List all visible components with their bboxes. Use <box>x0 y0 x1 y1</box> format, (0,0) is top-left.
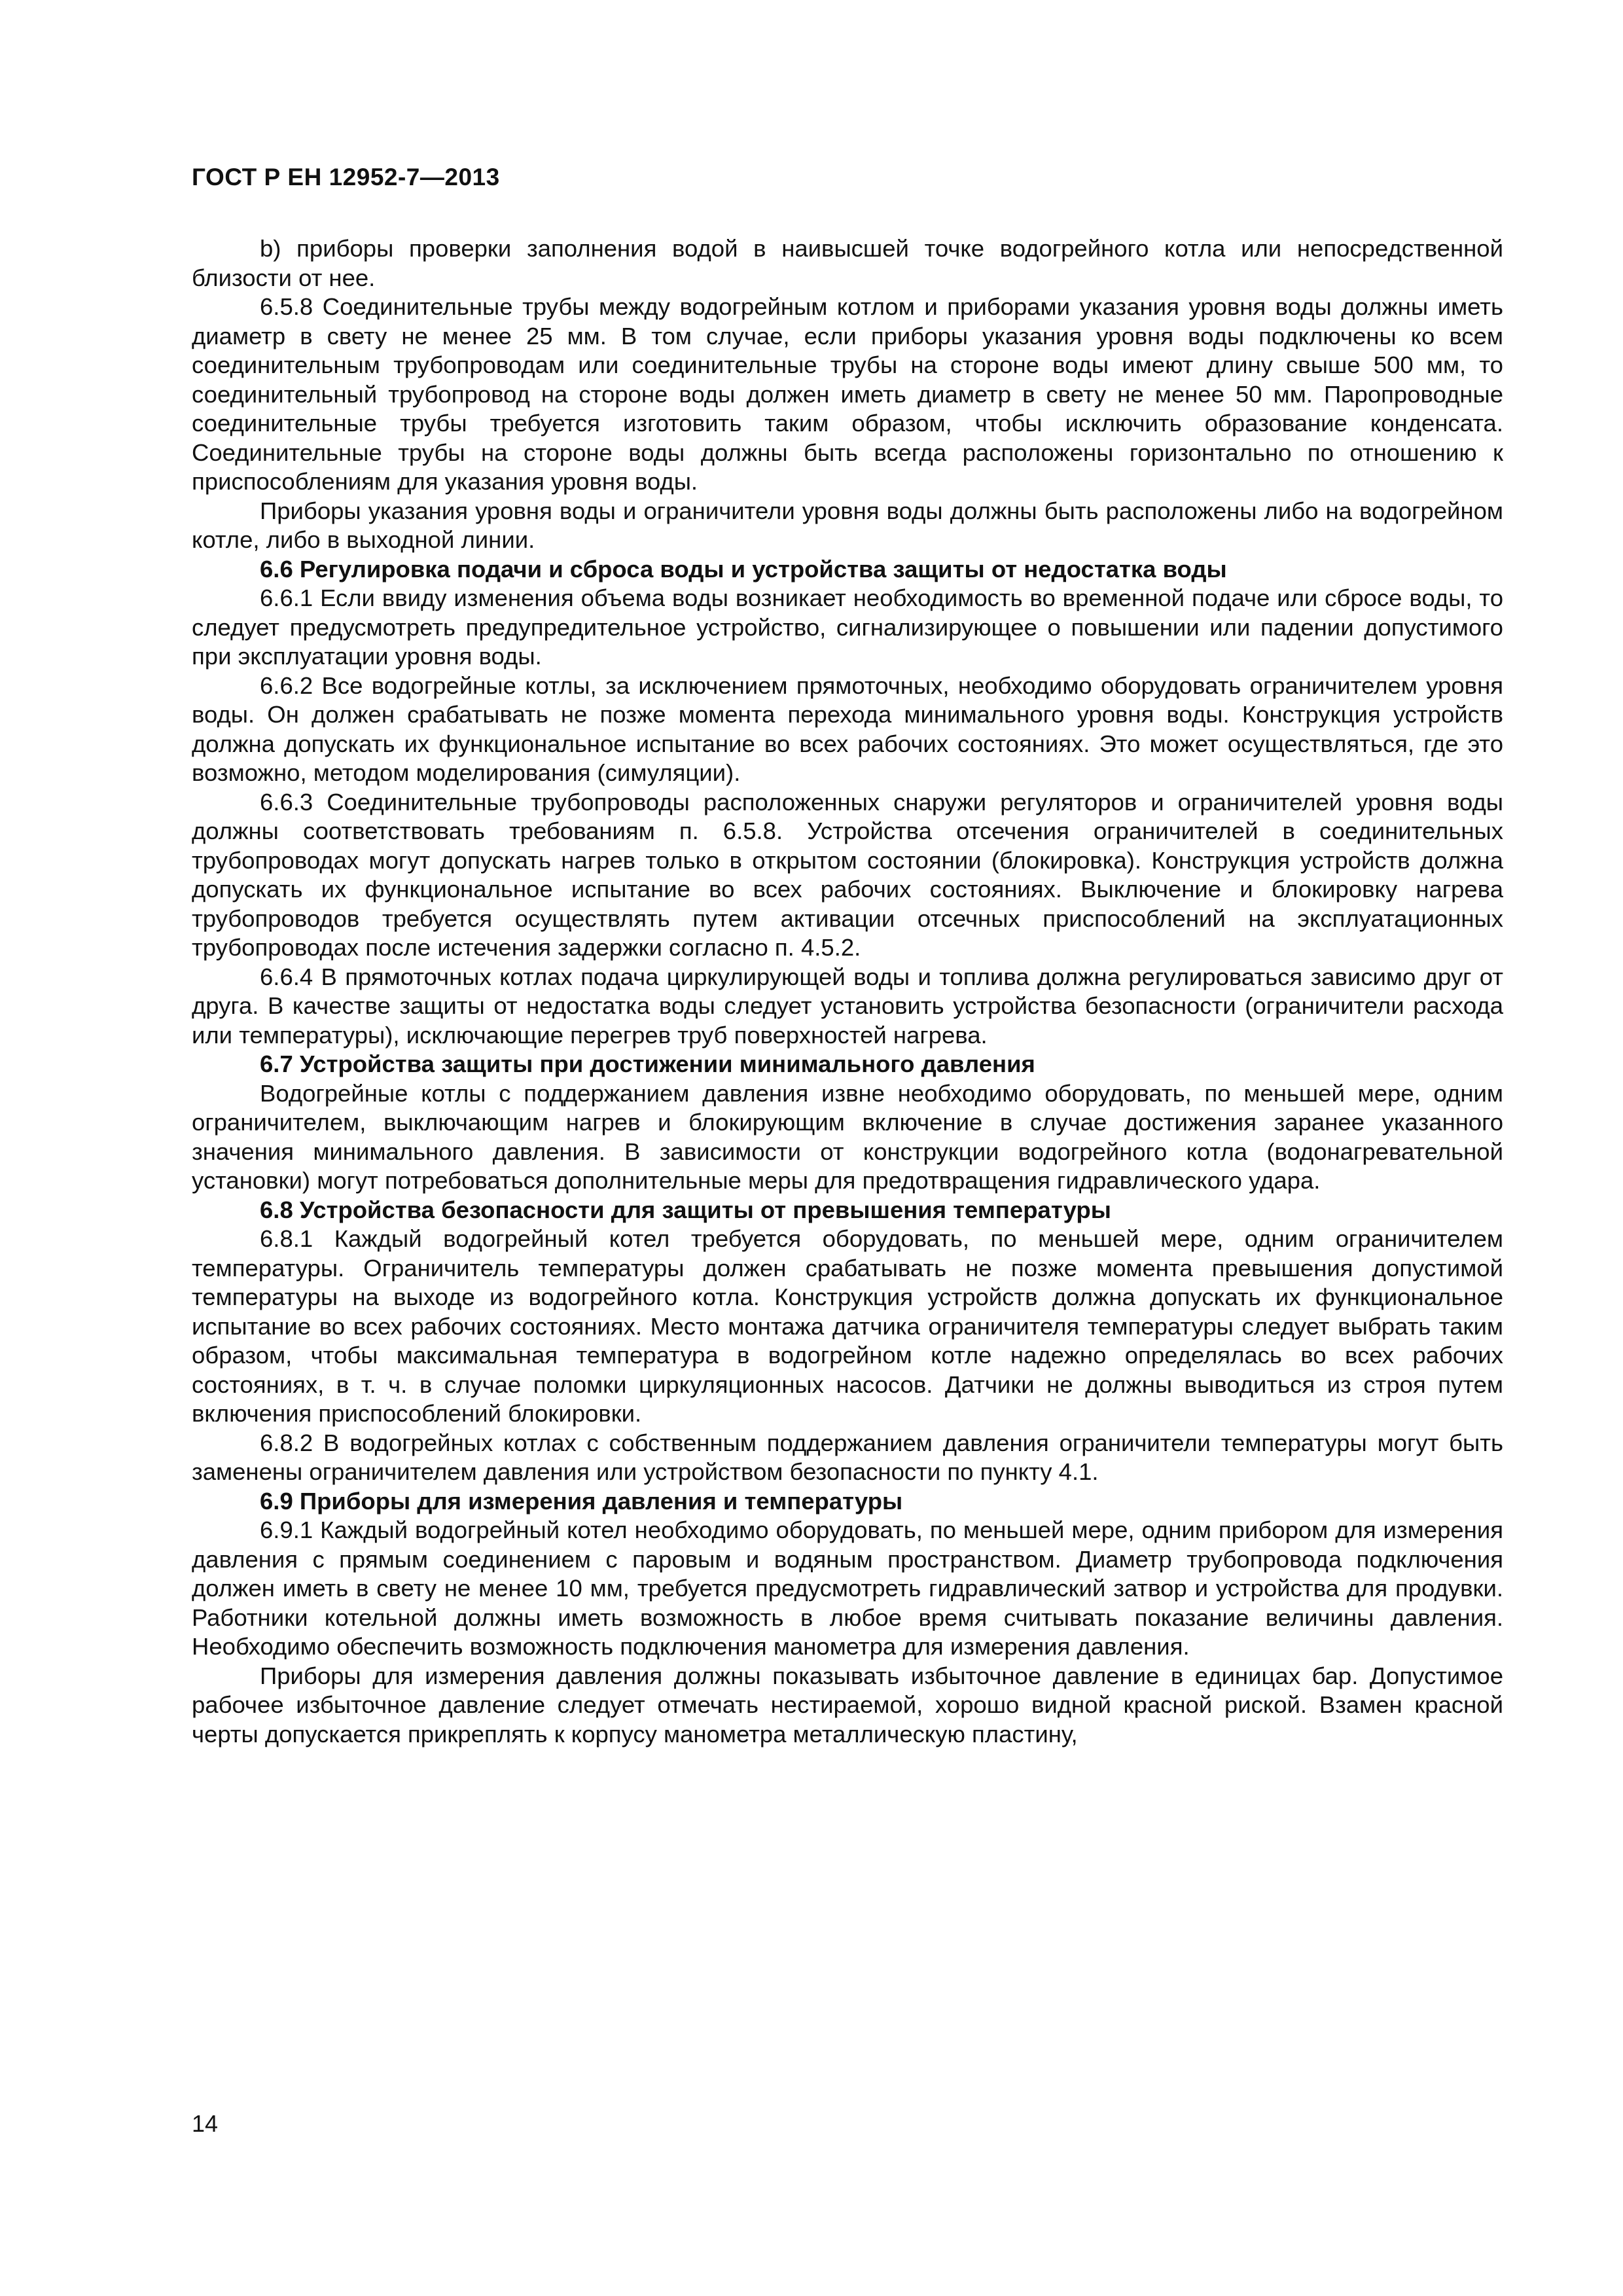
paragraph-6-6-4: 6.6.4 В прямоточных котлах подача циркулирующей воды и топлива должна регулироваться зависимо друг от друга. В качестве защиты от недостатка воды следует установить устройства безопасности (ограничители расхода или температуры), исключающие перегрев труб поверхностей нагрева. <box>192 963 1503 1049</box>
heading-6-8: 6.8 Устройства безопасности для защиты от превышения температуры <box>260 1196 1111 1223</box>
paragraph-b: b) приборы проверки заполнения водой в наивысшей точке водогрейного котла или непосредственной близости от нее. <box>192 235 1503 291</box>
paragraph-6-6-2: 6.6.2 Все водогрейные котлы, за исключением прямоточных, необходимо оборудовать ограничителем уровня воды. Он должен срабатывать не позже момента перехода минимального уровня воды. Конструкция устройств должна допускать их функциональное испытание во всех рабочих состояниях. Это может осуществляться, где это возможно, методом моделирования (симуляции). <box>192 672 1503 786</box>
paragraph-6-9-1: 6.9.1 Каждый водогрейный котел необходимо оборудовать, по меньшей мере, одним прибором для измерения давления с прямым соединением с паровым и водяным пространством. Диаметр трубопровода подключения должен иметь в свету не менее 10 мм, требуется предусмотреть гидравлический затвор и устройства для продувки. Работники котельной должны иметь возможность в любое время считывать показание величины давления. Необходимо обеспечить возможность подключения манометра для измерения давления. <box>192 1516 1503 1660</box>
heading-6-9: 6.9 Приборы для измерения давления и температуры <box>260 1487 903 1515</box>
document-body <box>192 234 1503 1749</box>
paragraph-6-6-1: 6.6.1 Если ввиду изменения объема воды возникает необходимость во временной подаче или сбросе воды, то следует предусмотреть предупредительное устройство, сигнализирующее о повышении или падении допустимого при эксплуатации уровня воды. <box>192 584 1503 670</box>
heading-6-6: 6.6 Регулировка подачи и сброса воды и устройства защиты от недостатка воды <box>260 555 1227 583</box>
paragraph-6-7: Водогрейные котлы с поддержанием давления извне необходимо оборудовать, по меньшей мере, одним ограничителем, выключающим нагрев и блокирующим включение в случае достижения заранее указанного значения минимального давления. В зависимости от конструкции водогрейного котла (водонагревательной установки) могут потребоваться дополнительные меры для предотвращения гидравлического удара. <box>192 1079 1503 1194</box>
document-header: ГОСТ Р ЕН 12952-7—2013 <box>192 164 500 190</box>
paragraph-6-6-3: 6.6.3 Соединительные трубопроводы расположенных снаружи регуляторов и ограничителей уровня воды должны соответствовать требованиям п. 6.5.8. Устройства отсечения ограничителей в соединительных трубопроводах могут допускать нагрев только в открытом состоянии (блокировка). Конструкция устройств должна допускать их функциональное испытание во всех рабочих состояниях. Выключение и блокировку нагрева трубопроводов требуется осуществлять путем активации отсечных приспособлений на эксплуатационных трубопроводах после истечения задержки согласно п. 4.5.2. <box>192 788 1503 961</box>
paragraph-6-8-1: 6.8.1 Каждый водогрейный котел требуется оборудовать, по меньшей мере, одним ограничителем температуры. Ограничитель температуры должен срабатывать не позже момента превышения допустимой температуры на выходе из водогрейного котла. Конструкция устройств должна допускать их функциональное испытание во всех рабочих состояниях. Место монтажа датчика ограничителя температуры следует выбрать таким образом, чтобы максимальная температура в водогрейном котле надежно определялась во всех рабочих состояниях, в т. ч. в случае поломки циркуляционных насосов. Датчики не должны выводиться из строя путем включения приспособлений блокировки. <box>192 1225 1503 1427</box>
page-number: 14 <box>192 2110 219 2137</box>
heading-6-7: 6.7 Устройства защиты при достижении минимального давления <box>260 1050 1035 1077</box>
paragraph-6-8-2: 6.8.2 В водогрейных котлах с собственным поддержанием давления ограничители температуры могут быть заменены ограничителем давления или устройством безопасности по пункту 4.1. <box>192 1429 1503 1485</box>
paragraph-6-5-8-continued: Приборы указания уровня воды и ограничители уровня воды должны быть расположены либо на водогрейном котле, либо в выходной линии. <box>192 497 1503 553</box>
paragraph-6-5-8: 6.5.8 Соединительные трубы между водогрейным котлом и приборами указания уровня воды должны иметь диаметр в свету не менее 25 мм. В том случае, если приборы указания уровня воды подключены ко всем соединительным трубопроводам или соединительные трубы на стороне воды имеют длину свыше 500 мм, то соединительный трубопровод на стороне воды должен иметь диаметр в свету не менее 50 мм. Паропроводные соединительные трубы требуется изготовить таким образом, чтобы исключить образование конденсата. Соединительные трубы на стороне воды должны быть всегда расположены горизонтально по отношению к приспособлениям для указания уровня воды. <box>192 293 1503 495</box>
paragraph-6-9-1-continued: Приборы для измерения давления должны показывать избыточное давление в единицах бар. Допустимое рабочее избыточное давление следует отмечать нестираемой, хорошо видной красной риской. Взамен красной черты допускается прикреплять к корпусу манометра металлическую пластину, <box>192 1662 1503 1748</box>
